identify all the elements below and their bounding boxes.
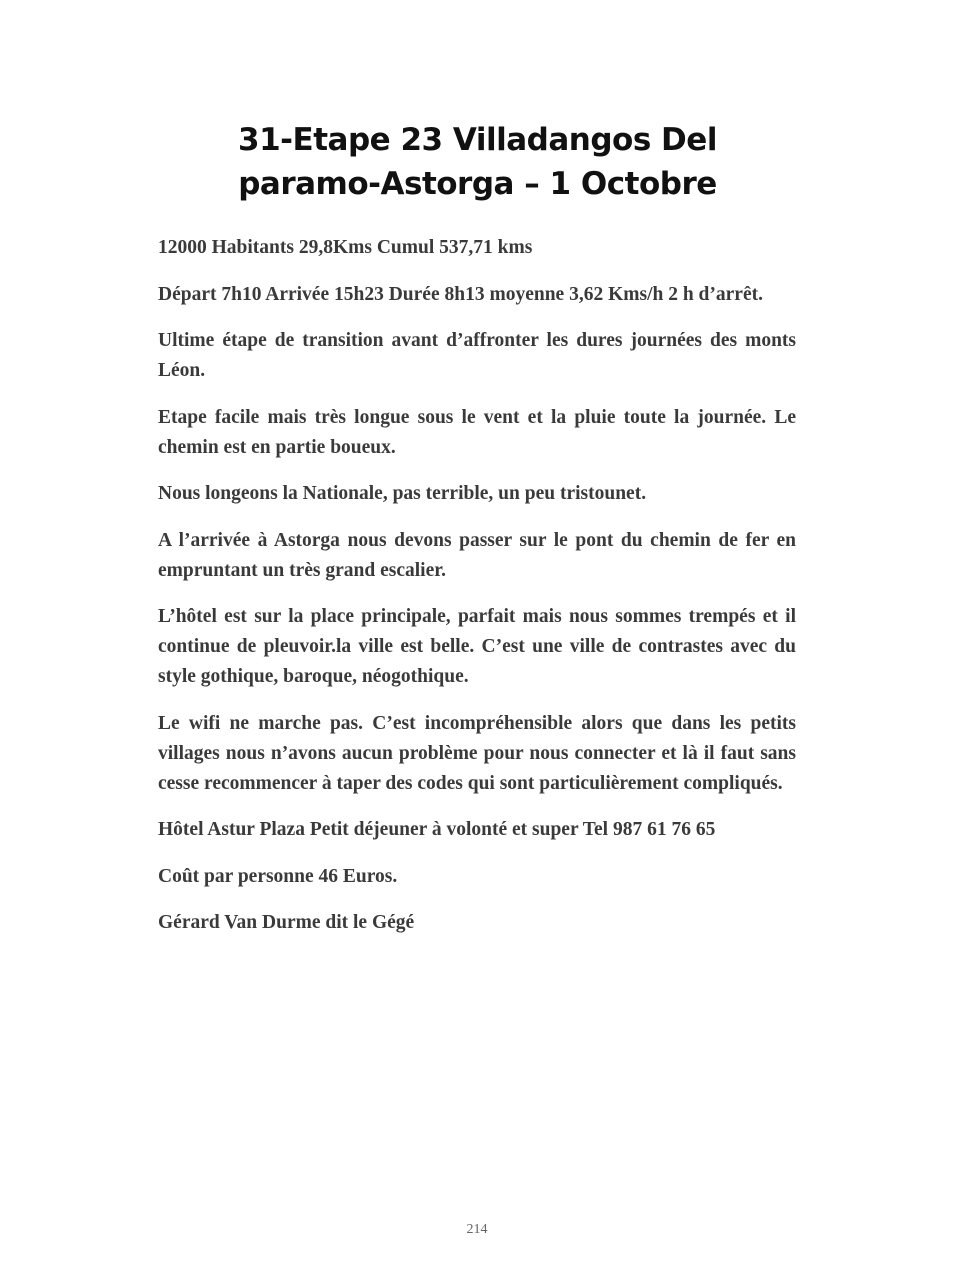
page-number: 214 <box>466 1222 488 1237</box>
body-text <box>158 233 796 955</box>
title-line-2: paramo-Astorga – 1 Octobre <box>238 166 717 202</box>
paragraph-timing: Départ 7h10 Arrivée 15h23 Durée 8h13 moyenne 3,62 Kms/h 2 h d’arrêt. <box>158 283 763 305</box>
paragraph-hotel: L’hôtel est sur la place principale, parfait mais nous sommes trempés et il continue de pleuvoir.la ville est belle. C’est une ville de contrastes avec du style gothique, baroque, néogothique. <box>158 606 796 687</box>
paragraph-transition: Ultime étape de transition avant d’affronter les dures journées des monts Léon. <box>158 330 796 381</box>
paragraph-arrival: A l’arrivée à Astorga nous devons passer sur le pont du chemin de fer en empruntant un très grand escalier. <box>158 529 796 581</box>
paragraph-wifi: Le wifi ne marche pas. C’est incompréhensible alors que dans les petits villages nous n’avons aucun problème pour nous connecter et là il faut sans cesse recommencer à taper des codes qui sont particulièrement compliqués. <box>158 712 796 794</box>
paragraph-author: Gérard Van Durme dit le Gégé <box>158 912 415 933</box>
paragraph-stats: 12000 Habitants 29,8Kms Cumul 537,71 kms <box>158 237 533 258</box>
page-title <box>160 118 795 206</box>
title-line-1: 31-Etape 23 Villadangos Del <box>238 122 717 158</box>
paragraph-nationale: Nous longeons la Nationale, pas terrible, un peu tristounet. <box>158 483 647 504</box>
paragraph-weather: Etape facile mais très longue sous le vent et la pluie toute la journée. Le chemin est en partie boueux. <box>158 406 796 458</box>
paragraph-cost: Coût par personne 46 Euros. <box>158 865 398 887</box>
paragraph-hotel-info: Hôtel Astur Plaza Petit déjeuner à volonté et super Tel 987 61 76 65 <box>158 819 716 840</box>
